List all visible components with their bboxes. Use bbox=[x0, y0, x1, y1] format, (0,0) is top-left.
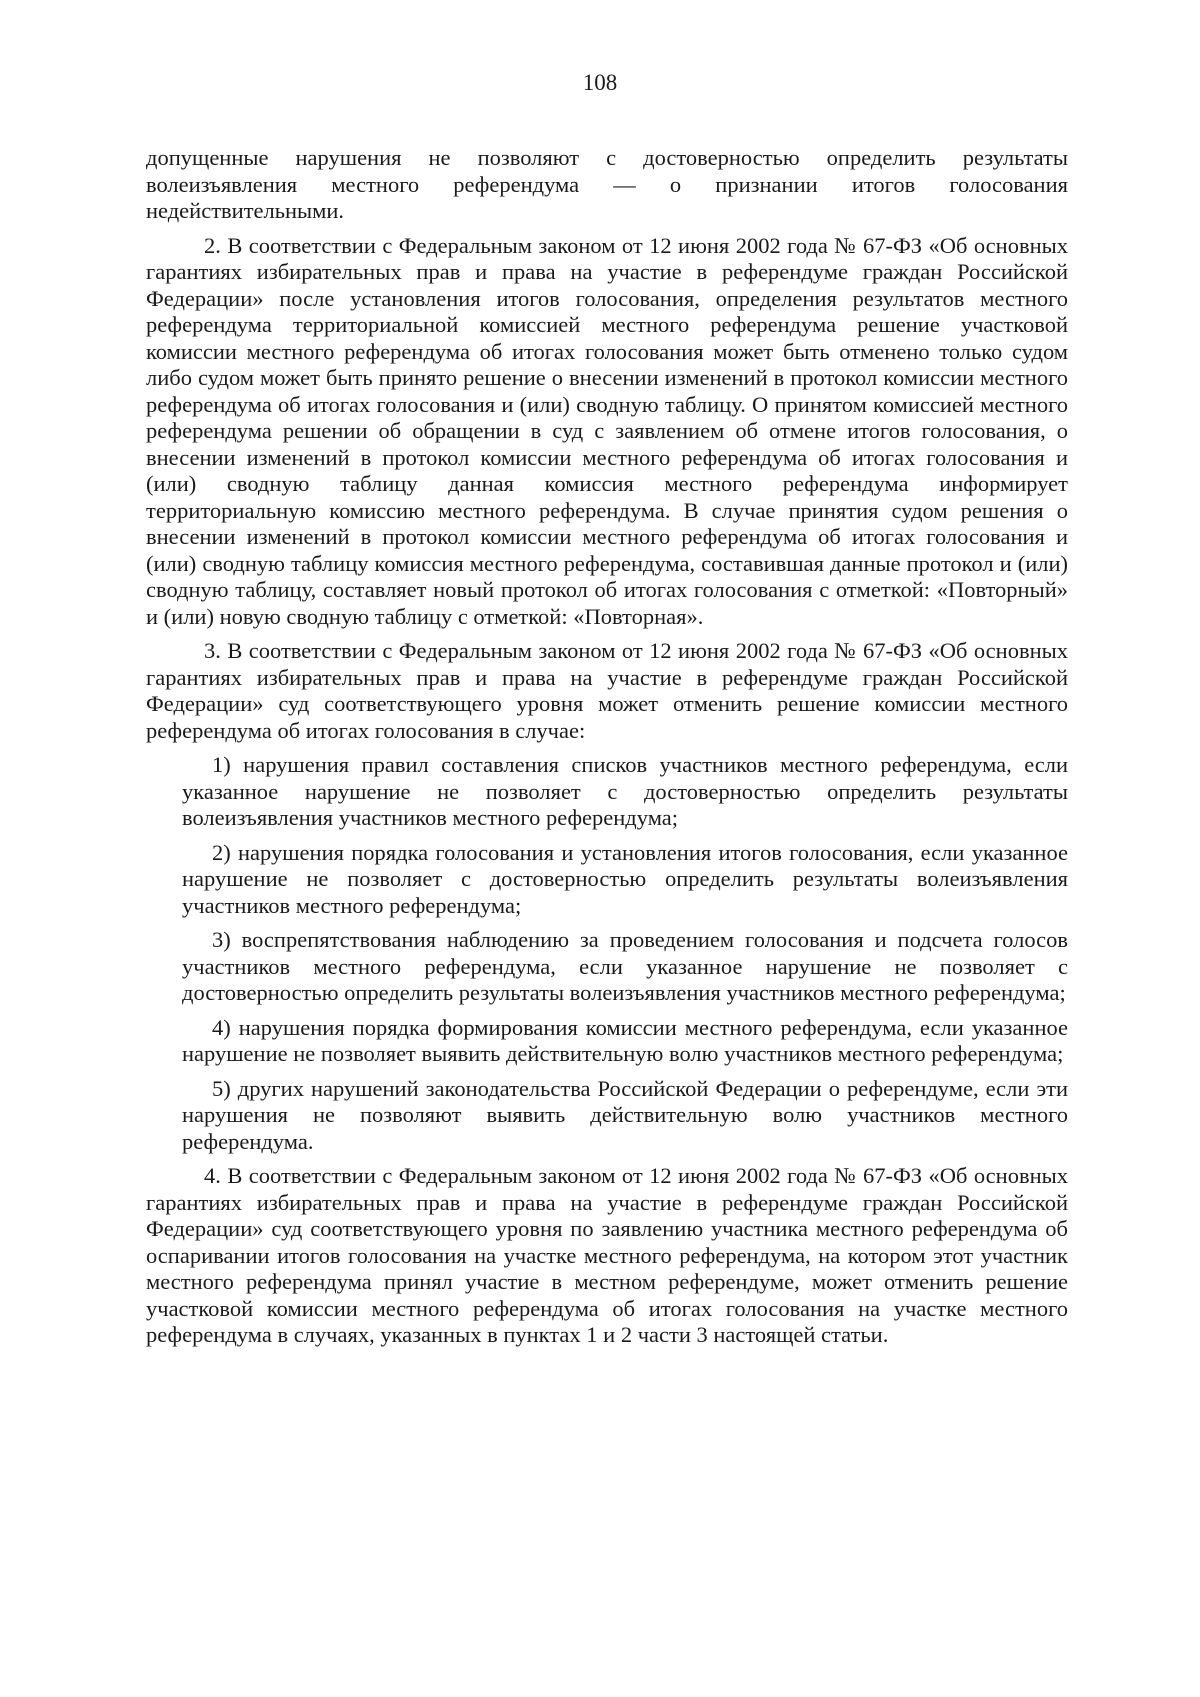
page-number: 108 bbox=[582, 70, 618, 95]
paragraph-3: 3. В соответствии с Федеральным законом от 12 июня 2002 года № 67-ФЗ «Об основных гарантиях избирательных прав и права на участие в референдуме граждан Российской Федерации» суд соответствующего уровня может отменить решение комиссии местного референдума об итогах голосования в случае: bbox=[146, 638, 1068, 743]
list-item: 2) нарушения порядка голосования и установления итогов голосования, если указанное нарушение не позволяет с достоверностью определить результаты волеизъявления участников местного референдума; bbox=[182, 839, 1068, 918]
list-item: 4) нарушения порядка формирования комиссии местного референдума, если указанное нарушение не позволяет выявить действительную волю участников местного референдума; bbox=[182, 1014, 1068, 1066]
paragraph-3-list bbox=[146, 752, 1068, 1155]
paragraph-4: 4. В соответствии с Федеральным законом от 12 июня 2002 года № 67-ФЗ «Об основных гарантиях избирательных прав и права на участие в референдуме граждан Российской Федерации» суд соответствующего уровня по заявлению участника местного референдума об оспаривании итогов голосования на участке местного референдума, на котором этот участник местного референдума принял участие в местном референдуме, может отменить решение участковой комиссии местного референдума об итогах голосования на участке местного референдума в случаях, указанных в пунктах 1 и 2 части 3 настоящей статьи. bbox=[146, 1163, 1068, 1347]
list-item: 3) воспрепятствования наблюдению за проведением голосования и подсчета голосов участников местного референдума, если указанное нарушение не позволяет с достоверностью определить результаты волеизъявления участников местного референдума; bbox=[182, 927, 1068, 1005]
paragraph-2: 2. В соответствии с Федеральным законом от 12 июня 2002 года № 67-ФЗ «Об основных гарантиях избирательных прав и права на участие в референдуме граждан Российской Федерации» после установления итогов голосования, определения результатов местного референдума территориальной комиссией местного референдума решение участковой комиссии местного референдума об итогах голосования может быть отменено только судом либо судом может быть принято решение о внесении изменений в протокол комиссии местного референдума об итогах голосования и (или) сводную таблицу. О принятом комиссией местного референдума решении об обращении в суд с заявлением об отмене итогов голосования, о внесении изменений в протокол комиссии местного референдума об итогах голосования и (или) сводную таблицу данная комиссия местного референдума информирует территориальную комиссию местного референдума. В случае принятия судом решения о внесении изменений в протокол комиссии местного референдума об итогах голосования и (или) сводную таблицу комиссия местного референдума, составившая данные протокол и (или) сводную таблицу, составляет новый протокол об итогах голосования с отметкой: «Повторный» и (или) новую сводную таблицу с отметкой: «Повторная». bbox=[146, 232, 1068, 629]
list-item: 5) других нарушений законодательства Российской Федерации о референдуме, если эти нарушения не позволяют выявить действительную волю участников местного референдума. bbox=[182, 1075, 1068, 1154]
document-body bbox=[146, 145, 1068, 1357]
list-item: 1) нарушения правил составления списков участников местного референдума, если указанное нарушение не позволяет с достоверностью определить результаты волеизъявления участников местного референдума; bbox=[182, 752, 1068, 830]
paragraph-intro: допущенные нарушения не позволяют с достоверностью определить результаты волеизъявления местного референдума — о признании итогов голосования недействительными. bbox=[146, 145, 1068, 223]
